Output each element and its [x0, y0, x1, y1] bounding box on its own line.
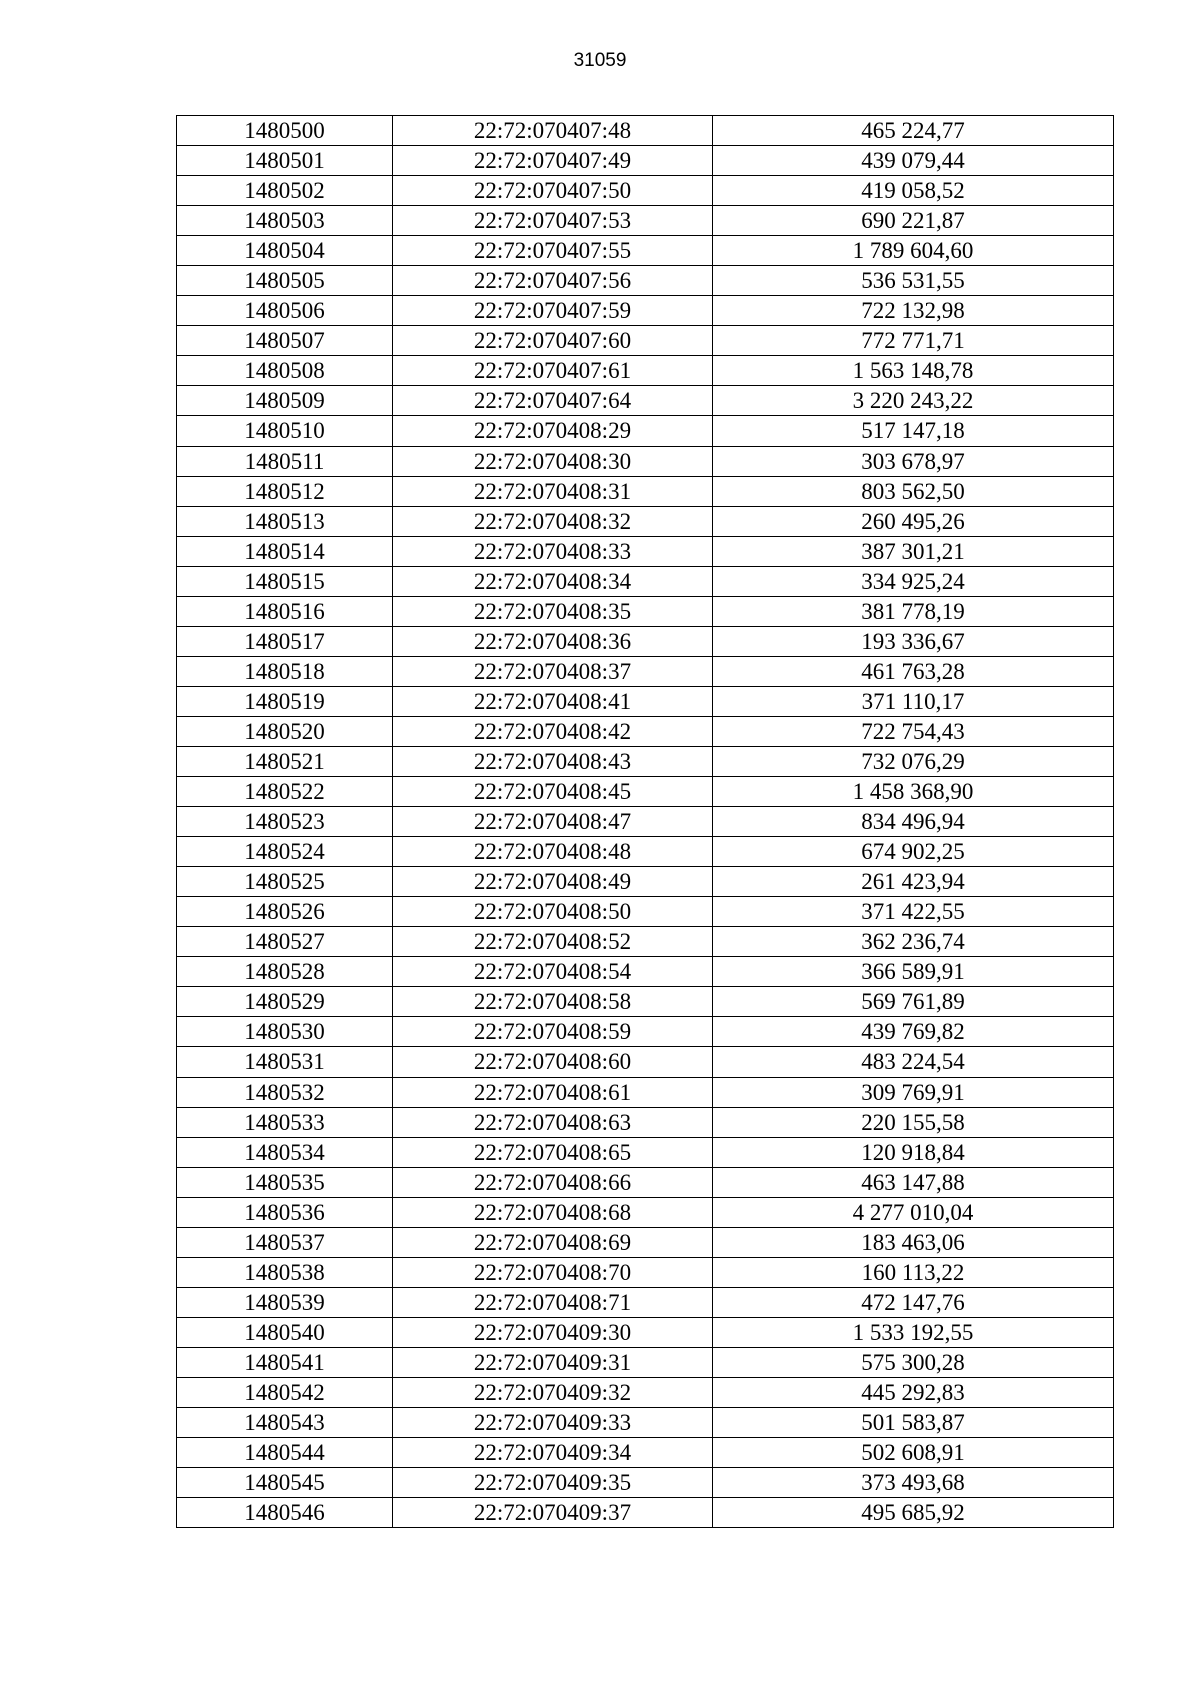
cadastral-number-cell: 22:72:070409:32 — [393, 1377, 713, 1407]
registry-number-cell: 1480525 — [177, 867, 393, 897]
registry-number-cell: 1480507 — [177, 326, 393, 356]
table-row — [177, 566, 1114, 596]
registry-number-cell: 1480517 — [177, 626, 393, 656]
table-row — [177, 1017, 1114, 1047]
table-row — [177, 1438, 1114, 1468]
registry-number-cell: 1480529 — [177, 987, 393, 1017]
value-cell: 445 292,83 — [713, 1377, 1114, 1407]
registry-number-cell: 1480543 — [177, 1408, 393, 1438]
value-cell: 502 608,91 — [713, 1438, 1114, 1468]
table-body — [177, 116, 1114, 1528]
registry-number-cell: 1480535 — [177, 1167, 393, 1197]
value-cell: 371 110,17 — [713, 686, 1114, 716]
table-row — [177, 476, 1114, 506]
table-row — [177, 116, 1114, 146]
table-row — [177, 536, 1114, 566]
registry-number-cell: 1480520 — [177, 716, 393, 746]
registry-number-cell: 1480542 — [177, 1377, 393, 1407]
cadastral-number-cell: 22:72:070408:47 — [393, 807, 713, 837]
registry-number-cell: 1480528 — [177, 957, 393, 987]
registry-number-cell: 1480538 — [177, 1257, 393, 1287]
registry-number-cell: 1480501 — [177, 146, 393, 176]
registry-number-cell: 1480527 — [177, 927, 393, 957]
cadastral-number-cell: 22:72:070407:60 — [393, 326, 713, 356]
cadastral-number-cell: 22:72:070407:61 — [393, 356, 713, 386]
value-cell: 569 761,89 — [713, 987, 1114, 1017]
value-cell: 463 147,88 — [713, 1167, 1114, 1197]
registry-number-cell: 1480536 — [177, 1197, 393, 1227]
table-row — [177, 927, 1114, 957]
table-row — [177, 176, 1114, 206]
table-row — [177, 807, 1114, 837]
table-row — [177, 987, 1114, 1017]
value-cell: 465 224,77 — [713, 116, 1114, 146]
cadastral-number-cell: 22:72:070408:31 — [393, 476, 713, 506]
cadastral-number-cell: 22:72:070408:58 — [393, 987, 713, 1017]
registry-number-cell: 1480508 — [177, 356, 393, 386]
registry-number-cell: 1480519 — [177, 686, 393, 716]
registry-number-cell: 1480516 — [177, 596, 393, 626]
cadastral-number-cell: 22:72:070408:59 — [393, 1017, 713, 1047]
cadastral-number-cell: 22:72:070408:60 — [393, 1047, 713, 1077]
cadastral-number-cell: 22:72:070408:71 — [393, 1287, 713, 1317]
table-row — [177, 656, 1114, 686]
value-cell: 362 236,74 — [713, 927, 1114, 957]
value-cell: 517 147,18 — [713, 416, 1114, 446]
value-cell: 439 769,82 — [713, 1017, 1114, 1047]
value-cell: 303 678,97 — [713, 446, 1114, 476]
registry-number-cell: 1480533 — [177, 1107, 393, 1137]
table-row — [177, 596, 1114, 626]
cadastral-number-cell: 22:72:070407:55 — [393, 236, 713, 266]
table-row — [177, 1347, 1114, 1377]
cadastral-number-cell: 22:72:070408:45 — [393, 777, 713, 807]
value-cell: 472 147,76 — [713, 1287, 1114, 1317]
cadastral-number-cell: 22:72:070407:59 — [393, 296, 713, 326]
cadastral-number-cell: 22:72:070407:48 — [393, 116, 713, 146]
cadastral-number-cell: 22:72:070408:32 — [393, 506, 713, 536]
table-row — [177, 296, 1114, 326]
cadastral-number-cell: 22:72:070408:50 — [393, 897, 713, 927]
registry-number-cell: 1480532 — [177, 1077, 393, 1107]
value-cell: 1 458 368,90 — [713, 777, 1114, 807]
value-cell: 419 058,52 — [713, 176, 1114, 206]
cadastral-number-cell: 22:72:070408:33 — [393, 536, 713, 566]
cadastral-number-cell: 22:72:070409:35 — [393, 1468, 713, 1498]
table-row — [177, 1257, 1114, 1287]
table-row — [177, 1167, 1114, 1197]
value-cell: 722 754,43 — [713, 716, 1114, 746]
cadastral-number-cell: 22:72:070407:50 — [393, 176, 713, 206]
table-row — [177, 867, 1114, 897]
registry-number-cell: 1480512 — [177, 476, 393, 506]
value-cell: 160 113,22 — [713, 1257, 1114, 1287]
registry-number-cell: 1480522 — [177, 777, 393, 807]
cadastral-number-cell: 22:72:070408:52 — [393, 927, 713, 957]
cadastral-number-cell: 22:72:070408:70 — [393, 1257, 713, 1287]
table-row — [177, 506, 1114, 536]
table-row — [177, 1317, 1114, 1347]
value-cell: 732 076,29 — [713, 746, 1114, 776]
table-row — [177, 146, 1114, 176]
value-cell: 309 769,91 — [713, 1077, 1114, 1107]
table-row — [177, 1227, 1114, 1257]
value-cell: 674 902,25 — [713, 837, 1114, 867]
registry-number-cell: 1480545 — [177, 1468, 393, 1498]
table-row — [177, 1077, 1114, 1107]
value-cell: 371 422,55 — [713, 897, 1114, 927]
registry-number-cell: 1480509 — [177, 386, 393, 416]
value-cell: 690 221,87 — [713, 206, 1114, 236]
cadastral-number-cell: 22:72:070407:64 — [393, 386, 713, 416]
cadastral-number-cell: 22:72:070408:49 — [393, 867, 713, 897]
value-cell: 536 531,55 — [713, 266, 1114, 296]
table-row — [177, 206, 1114, 236]
cadastral-number-cell: 22:72:070409:31 — [393, 1347, 713, 1377]
registry-number-cell: 1480534 — [177, 1137, 393, 1167]
registry-number-cell: 1480540 — [177, 1317, 393, 1347]
table-row — [177, 957, 1114, 987]
value-cell: 193 336,67 — [713, 626, 1114, 656]
value-cell: 834 496,94 — [713, 807, 1114, 837]
registry-number-cell: 1480504 — [177, 236, 393, 266]
cadastral-number-cell: 22:72:070408:65 — [393, 1137, 713, 1167]
data-table — [176, 115, 1114, 1528]
registry-number-cell: 1480513 — [177, 506, 393, 536]
table-row — [177, 1197, 1114, 1227]
registry-number-cell: 1480521 — [177, 746, 393, 776]
registry-number-cell: 1480511 — [177, 446, 393, 476]
value-cell: 495 685,92 — [713, 1498, 1114, 1528]
registry-number-cell: 1480524 — [177, 837, 393, 867]
value-cell: 381 778,19 — [713, 596, 1114, 626]
cadastral-number-cell: 22:72:070408:41 — [393, 686, 713, 716]
cadastral-number-cell: 22:72:070409:34 — [393, 1438, 713, 1468]
registry-number-cell: 1480523 — [177, 807, 393, 837]
registry-number-cell: 1480544 — [177, 1438, 393, 1468]
registry-number-cell: 1480531 — [177, 1047, 393, 1077]
registry-number-cell: 1480515 — [177, 566, 393, 596]
value-cell: 483 224,54 — [713, 1047, 1114, 1077]
value-cell: 803 562,50 — [713, 476, 1114, 506]
registry-number-cell: 1480537 — [177, 1227, 393, 1257]
value-cell: 373 493,68 — [713, 1468, 1114, 1498]
table-row — [177, 837, 1114, 867]
table-row — [177, 1377, 1114, 1407]
value-cell: 120 918,84 — [713, 1137, 1114, 1167]
value-cell: 575 300,28 — [713, 1347, 1114, 1377]
table-row — [177, 446, 1114, 476]
cadastral-number-cell: 22:72:070408:35 — [393, 596, 713, 626]
value-cell: 366 589,91 — [713, 957, 1114, 987]
table-row — [177, 326, 1114, 356]
table-row — [177, 386, 1114, 416]
value-cell: 3 220 243,22 — [713, 386, 1114, 416]
value-cell: 334 925,24 — [713, 566, 1114, 596]
table-row — [177, 1468, 1114, 1498]
cadastral-number-cell: 22:72:070408:30 — [393, 446, 713, 476]
cadastral-number-cell: 22:72:070408:66 — [393, 1167, 713, 1197]
table-row — [177, 1287, 1114, 1317]
cadastral-number-cell: 22:72:070408:36 — [393, 626, 713, 656]
value-cell: 183 463,06 — [713, 1227, 1114, 1257]
cadastral-number-cell: 22:72:070408:68 — [393, 1197, 713, 1227]
table-row — [177, 1137, 1114, 1167]
value-cell: 261 423,94 — [713, 867, 1114, 897]
cadastral-number-cell: 22:72:070408:61 — [393, 1077, 713, 1107]
cadastral-number-cell: 22:72:070409:30 — [393, 1317, 713, 1347]
value-cell: 1 563 148,78 — [713, 356, 1114, 386]
value-cell: 1 789 604,60 — [713, 236, 1114, 266]
cadastral-number-cell: 22:72:070407:56 — [393, 266, 713, 296]
table-row — [177, 236, 1114, 266]
page-number: 31059 — [573, 50, 627, 71]
cadastral-number-cell: 22:72:070408:34 — [393, 566, 713, 596]
table-row — [177, 897, 1114, 927]
cadastral-number-cell: 22:72:070408:63 — [393, 1107, 713, 1137]
data-table-container — [176, 115, 1113, 1528]
cadastral-number-cell: 22:72:070408:54 — [393, 957, 713, 987]
value-cell: 260 495,26 — [713, 506, 1114, 536]
table-row — [177, 686, 1114, 716]
cadastral-number-cell: 22:72:070407:49 — [393, 146, 713, 176]
value-cell: 387 301,21 — [713, 536, 1114, 566]
registry-number-cell: 1480510 — [177, 416, 393, 446]
value-cell: 461 763,28 — [713, 656, 1114, 686]
table-row — [177, 416, 1114, 446]
registry-number-cell: 1480502 — [177, 176, 393, 206]
value-cell: 439 079,44 — [713, 146, 1114, 176]
cadastral-number-cell: 22:72:070408:42 — [393, 716, 713, 746]
cadastral-number-cell: 22:72:070408:48 — [393, 837, 713, 867]
registry-number-cell: 1480526 — [177, 897, 393, 927]
table-row — [177, 1498, 1114, 1528]
registry-number-cell: 1480546 — [177, 1498, 393, 1528]
table-row — [177, 746, 1114, 776]
value-cell: 1 533 192,55 — [713, 1317, 1114, 1347]
value-cell: 772 771,71 — [713, 326, 1114, 356]
cadastral-number-cell: 22:72:070408:29 — [393, 416, 713, 446]
value-cell: 220 155,58 — [713, 1107, 1114, 1137]
table-row — [177, 716, 1114, 746]
registry-number-cell: 1480503 — [177, 206, 393, 236]
cadastral-number-cell: 22:72:070408:37 — [393, 656, 713, 686]
table-row — [177, 356, 1114, 386]
registry-number-cell: 1480514 — [177, 536, 393, 566]
cadastral-number-cell: 22:72:070409:37 — [393, 1498, 713, 1528]
value-cell: 4 277 010,04 — [713, 1197, 1114, 1227]
cadastral-number-cell: 22:72:070408:69 — [393, 1227, 713, 1257]
table-row — [177, 266, 1114, 296]
registry-number-cell: 1480530 — [177, 1017, 393, 1047]
registry-number-cell: 1480500 — [177, 116, 393, 146]
registry-number-cell: 1480541 — [177, 1347, 393, 1377]
table-row — [177, 1047, 1114, 1077]
registry-number-cell: 1480539 — [177, 1287, 393, 1317]
value-cell: 501 583,87 — [713, 1408, 1114, 1438]
table-row — [177, 1107, 1114, 1137]
table-row — [177, 777, 1114, 807]
cadastral-number-cell: 22:72:070407:53 — [393, 206, 713, 236]
value-cell: 722 132,98 — [713, 296, 1114, 326]
table-row — [177, 1408, 1114, 1438]
cadastral-number-cell: 22:72:070408:43 — [393, 746, 713, 776]
registry-number-cell: 1480505 — [177, 266, 393, 296]
table-row — [177, 626, 1114, 656]
cadastral-number-cell: 22:72:070409:33 — [393, 1408, 713, 1438]
registry-number-cell: 1480506 — [177, 296, 393, 326]
registry-number-cell: 1480518 — [177, 656, 393, 686]
